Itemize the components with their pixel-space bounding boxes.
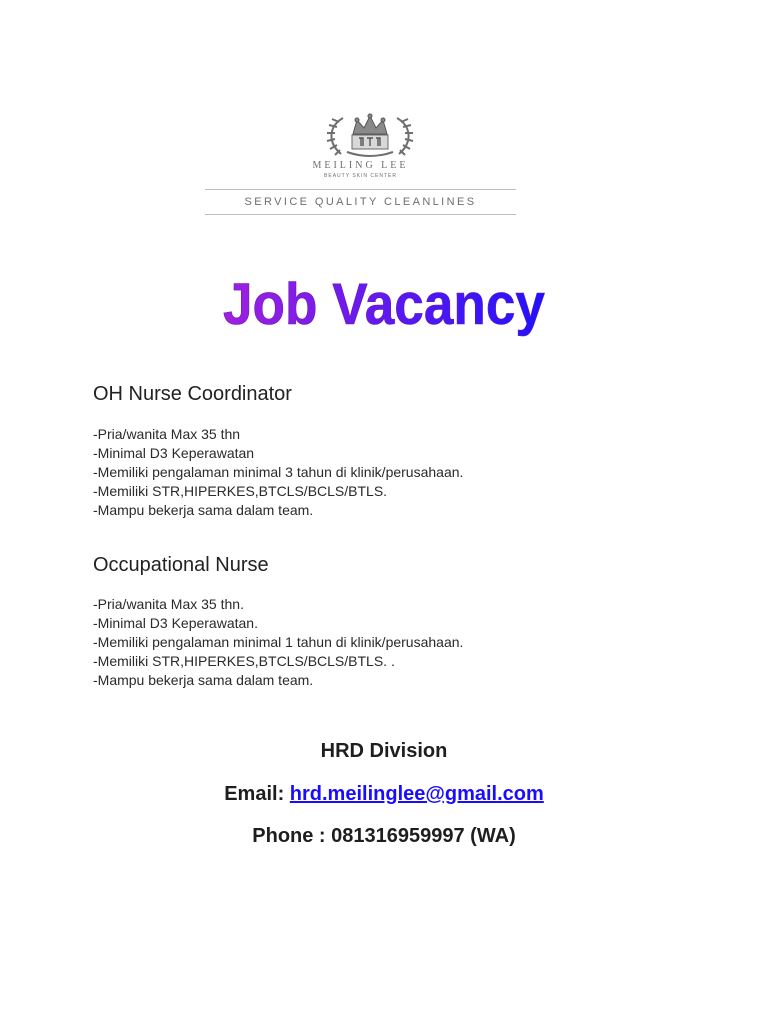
list-item: -Pria/wanita Max 35 thn (93, 426, 241, 442)
email-line (0, 783, 768, 806)
list-item: -Memiliki STR,HIPERKES,BTCLS/BCLS/BTLS. (93, 483, 388, 499)
list-item: -Pria/wanita Max 35 thn. (93, 596, 244, 612)
brand-name: MEILING LEE (312, 160, 409, 171)
phone-line: Phone : 081316959997 (WA) (252, 825, 516, 847)
list-item: -Memiliki pengalaman minimal 3 tahun di klinik/perusahaan. (93, 464, 464, 480)
requirements-list (93, 425, 463, 520)
hrd-division-label: HRD Division (320, 740, 448, 762)
brand-logo (205, 112, 516, 218)
email-label: Email: (224, 783, 290, 805)
requirements-list (93, 595, 463, 690)
position-title-oh-nurse-coordinator: OH Nurse Coordinator (93, 383, 292, 405)
list-item: -Memiliki STR,HIPERKES,BTCLS/BCLS/BTLS. . (93, 653, 395, 669)
position-title-occupational-nurse: Occupational Nurse (93, 554, 269, 576)
list-item: -Minimal D3 Keperawatan (93, 445, 255, 461)
brand-tagline: SERVICE QUALITY CLEANLINES (244, 196, 477, 208)
list-item: -Mampu bekerja sama dalam team. (93, 502, 314, 518)
list-item: -Minimal D3 Keperawatan. (93, 615, 258, 631)
crown-crest-icon (315, 112, 425, 162)
divider (205, 214, 516, 215)
list-item: -Memiliki pengalaman minimal 1 tahun di klinik/perusahaan. (93, 634, 464, 650)
headline-text: Job Vacancy (223, 272, 545, 337)
list-item: -Mampu bekerja sama dalam team. (93, 672, 314, 688)
page-title (0, 266, 768, 346)
brand-subtitle: BEAUTY SKIN CENTER (324, 173, 397, 179)
divider (205, 189, 516, 190)
email-link[interactable]: hrd.meilinglee@gmail.com (289, 783, 544, 805)
